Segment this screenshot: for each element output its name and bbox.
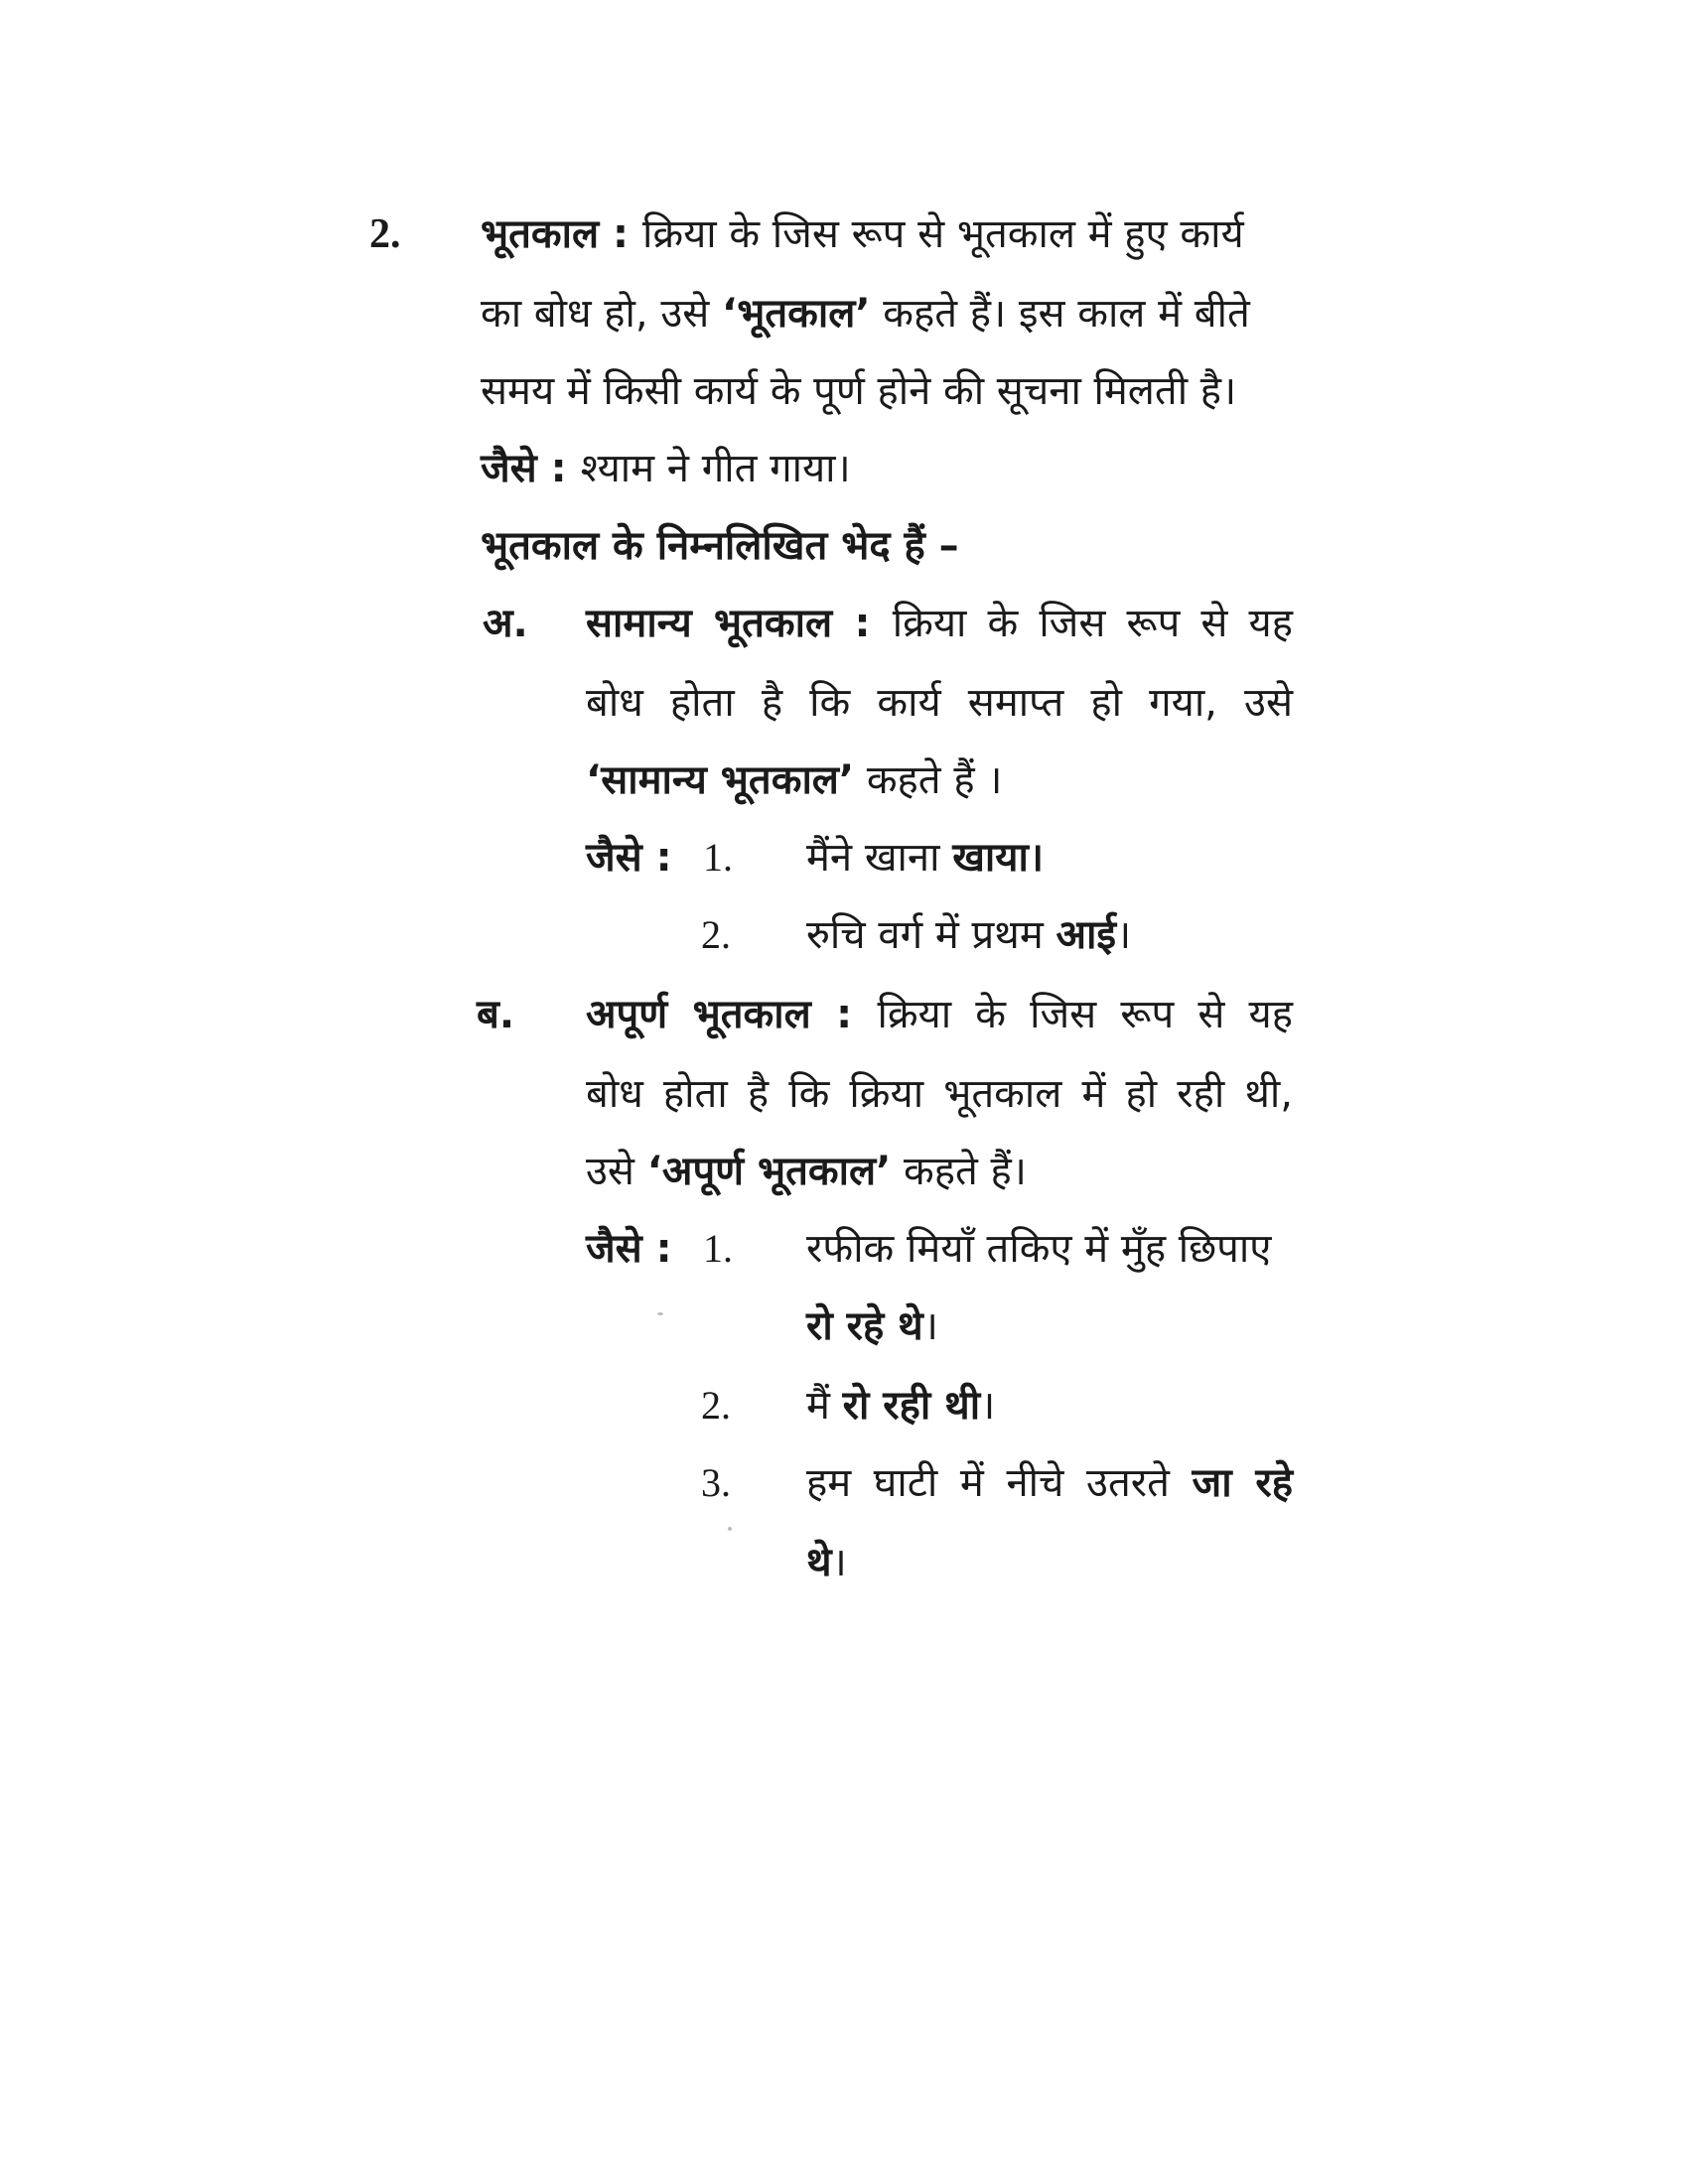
type-b-example-1-line-1: रफीक मियाँ तकिए में मुँह छिपाए <box>806 1226 1272 1272</box>
type-a-definition-line-2: बोध होता है कि कार्य समाप्त हो गया, उसे <box>586 680 1293 726</box>
section-definition-line-3: समय में किसी कार्य के पूर्ण होने की सूचना मिलती है। <box>481 368 1237 414</box>
type-b-term-quoted: ‘अपूर्ण भूतकाल’ <box>646 1149 892 1194</box>
type-b-example-2-number: 2. <box>701 1383 731 1428</box>
type-a-term: सामान्य भूतकाल <box>586 601 833 646</box>
type-b-example-3-number: 3. <box>701 1460 731 1505</box>
section-term: भूतकाल <box>481 211 600 257</box>
type-a-example-label: जैसे : <box>586 835 672 881</box>
type-a-definition-line-1: सामान्य भूतकाल : क्रिया के जिस रूप से यह <box>586 601 1293 646</box>
type-b-example-label: जैसे : <box>586 1226 672 1272</box>
type-a-example-1-number: 1. <box>703 835 733 880</box>
section-definition-line-1: भूतकाल : क्रिया के जिस रूप से भूतकाल में हुए कार्य <box>481 211 1244 257</box>
type-a-example-1: मैंने खाना खाया। <box>806 835 1045 881</box>
type-a-term-quoted: ‘सामान्य भूतकाल’ <box>586 757 855 803</box>
scan-speck <box>728 1527 732 1531</box>
type-b-definition-line-2: बोध होता है कि क्रिया भूतकाल में हो रही थी, <box>586 1071 1293 1117</box>
type-b-definition-line-3: उसे ‘अपूर्ण भूतकाल’ कहते हैं। <box>586 1149 1027 1194</box>
type-a-marker: अ. <box>483 601 528 646</box>
type-b-term: अपूर्ण भूतकाल <box>586 992 811 1037</box>
example-label: जैसे <box>481 446 537 491</box>
type-b-example-2: मैं रो रही थी। <box>806 1383 996 1429</box>
scan-speck <box>657 1312 663 1315</box>
types-heading: भूतकाल के निम्नलिखित भेद हैं – <box>481 523 959 569</box>
section-example: जैसे : श्याम ने गीत गाया। <box>481 446 851 491</box>
type-a-definition-line-3: ‘सामान्य भूतकाल’ कहते हैं । <box>586 757 1003 803</box>
type-a-example-2-number: 2. <box>701 912 731 957</box>
type-b-definition-line-1: अपूर्ण भूतकाल : क्रिया के जिस रूप से यह <box>586 992 1293 1037</box>
section-definition-line-2: का बोध हो, उसे ‘भूतकाल’ कहते हैं। इस काल में बीते <box>481 291 1250 337</box>
section-number: 2. <box>369 211 401 257</box>
type-b-example-3-line-1: हम घाटी में नीचे उतरते जा रहे <box>806 1460 1293 1506</box>
type-a-example-2: रुचि वर्ग में प्रथम आई। <box>806 912 1132 958</box>
section-term-quoted: ‘भूतकाल’ <box>722 291 871 337</box>
type-b-example-1-line-2: रो रहे थे। <box>806 1303 938 1349</box>
type-b-example-3-line-2: थे। <box>806 1540 847 1585</box>
type-b-example-1-number: 1. <box>703 1226 733 1271</box>
example-text: श्याम ने गीत गाया। <box>580 446 851 491</box>
type-b-marker: ब. <box>477 992 515 1037</box>
